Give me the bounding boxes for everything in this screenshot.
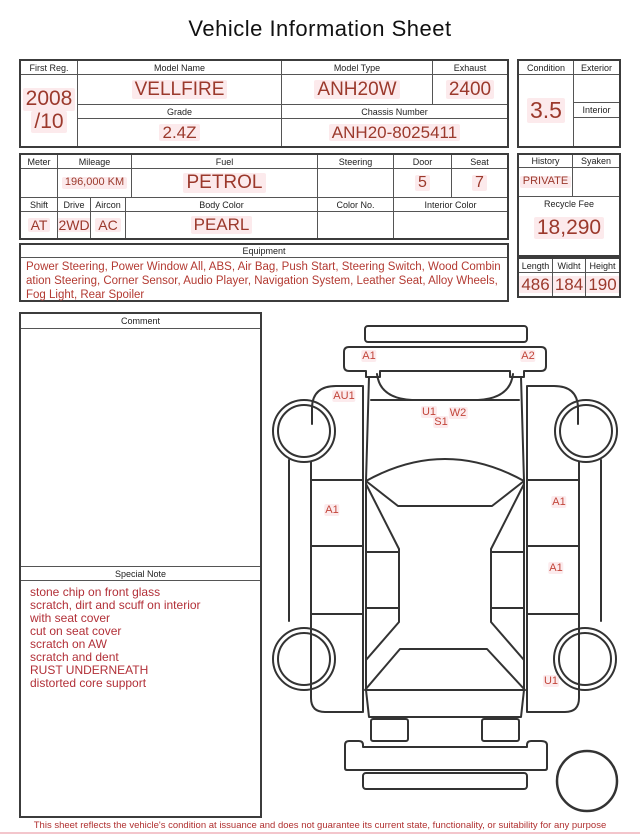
special-note-area: [21, 581, 260, 695]
interior-header: Interior: [574, 103, 619, 118]
first-reg-header: First Reg.: [21, 61, 78, 75]
comment-header: Comment: [21, 314, 260, 329]
fuel-value: PETROL: [132, 169, 318, 197]
table-specs: [19, 153, 509, 240]
shift-header: Shift: [21, 198, 58, 212]
color-no-value: [318, 212, 394, 238]
special-note-line: scratch on AW: [30, 637, 107, 651]
color-no-header: Color No.: [318, 198, 394, 212]
special-note-line: cut on seat cover: [30, 624, 122, 638]
steering-value: [318, 169, 394, 197]
grade-value: 2.4Z: [78, 119, 282, 146]
damage-label-right-rear-door: A1: [549, 561, 563, 574]
damage-label-hood-s1: S1: [434, 415, 448, 428]
table-dimensions: [517, 257, 621, 298]
door-value: 5: [394, 169, 452, 197]
length-value: 486: [519, 273, 553, 296]
model-name-value: VELLFIRE: [78, 75, 282, 105]
special-note-line: scratch, dirt and scuff on interior: [30, 598, 201, 612]
history-header: History: [519, 155, 573, 168]
aircon-header: Aircon: [91, 198, 126, 212]
car-damage-diagram: [268, 312, 636, 814]
table-registration: [19, 59, 509, 148]
condition-value: 3.5: [519, 75, 574, 146]
first-reg-year: 2008: [23, 88, 76, 110]
body-color-value: PEARL: [126, 212, 318, 238]
recycle-fee-value: 18,290: [534, 217, 604, 239]
widht-value: 184: [553, 273, 586, 296]
damage-label-left-front-fender: AU1: [333, 389, 355, 402]
equipment-list: Power Steering, Power Window All, ABS, Air Bag, Push Start, Steering Switch, Wood Combination Steering, Corner Sensor, Audio Player, Navigation System, Leather Seat, Alloy Wheels, Fog Light, Rear Spoiler: [26, 261, 501, 302]
equipment-header: Equipment: [21, 245, 507, 258]
model-type-value: ANH20W: [282, 75, 433, 105]
page-title: Vehicle Information Sheet: [188, 16, 452, 41]
special-note-line: distorted core support: [30, 676, 147, 690]
special-note-line: scratch and dent: [30, 650, 119, 664]
aircon-value: AC: [91, 212, 126, 238]
recycle-fee-header: Recycle Fee: [543, 199, 595, 209]
special-note-header: Special Note: [21, 566, 260, 581]
interior-color-header: Interior Color: [394, 198, 507, 212]
damage-label-front-bumper-left: A1: [362, 349, 376, 362]
model-name-header: Model Name: [78, 61, 282, 75]
exhaust-header: Exhaust: [433, 61, 507, 75]
drive-header: Drive: [58, 198, 91, 212]
grade-header: Grade: [78, 105, 282, 119]
special-note-line: stone chip on front glass: [30, 585, 161, 599]
interior-color-value: [394, 212, 507, 238]
rear-bumper: [345, 741, 547, 770]
damage-label-right-front-door: A1: [552, 495, 566, 508]
left-a-pillar: [377, 374, 412, 400]
damage-label-hood-w2: W2: [449, 406, 467, 419]
rear-right-wheel: [554, 628, 616, 690]
syaken-value: [573, 168, 619, 197]
mileage-header: Mileage: [58, 155, 132, 169]
history-value: PRIVATE: [519, 168, 573, 197]
recycle-fee-cell: [519, 197, 619, 255]
first-reg-month: /10: [31, 111, 66, 133]
rear-window: [365, 649, 525, 690]
comment-area: [21, 329, 260, 566]
damage-label-right-rear-quarter: U1: [543, 674, 559, 687]
widht-header: Widht: [553, 259, 586, 273]
special-note-line: RUST UNDERNEATH: [30, 663, 149, 677]
chassis-number-header: Chassis Number: [282, 105, 507, 119]
front-right-wheel: [555, 400, 617, 462]
windshield: [366, 459, 524, 506]
front-top-strip: [365, 326, 527, 342]
rear-bottom-strip: [363, 773, 527, 789]
right-a-pillar: [478, 374, 513, 400]
exhaust-value: 2400: [433, 75, 507, 105]
right-tail-light: [482, 719, 519, 741]
meter-value: [21, 169, 58, 197]
model-type-header: Model Type: [282, 61, 433, 75]
length-header: Length: [519, 259, 553, 273]
car-outline-drawing: [268, 312, 636, 814]
meter-header: Meter: [21, 155, 58, 169]
interior-value: [574, 118, 619, 146]
table-condition: [517, 59, 621, 148]
left-tail-light: [371, 719, 408, 741]
door-header: Door: [394, 155, 452, 169]
height-header: Height: [586, 259, 619, 273]
syaken-header: Syaken: [573, 155, 619, 168]
damage-label-front-bumper-right: A2: [521, 349, 535, 362]
fuel-header: Fuel: [132, 155, 318, 169]
exterior-value: [574, 75, 619, 103]
first-reg-value: [21, 75, 78, 146]
shift-value: AT: [21, 212, 58, 238]
sheet-bottom-edge: [0, 832, 640, 834]
comment-box: [19, 312, 262, 818]
exterior-header: Exterior: [574, 61, 619, 75]
drive-value: 2WD: [58, 212, 91, 238]
damage-label-hood-u1: U1: [421, 405, 437, 418]
table-history: [517, 153, 621, 257]
front-left-wheel: [273, 400, 335, 462]
rear-left-wheel: [273, 628, 335, 690]
chassis-number-value: ANH20-8025411: [282, 119, 507, 146]
equipment-box: [19, 243, 509, 302]
special-note-line: with seat cover: [30, 611, 111, 625]
body-color-header: Body Color: [126, 198, 318, 212]
height-value: 190: [586, 273, 619, 296]
seat-header: Seat: [452, 155, 507, 169]
spare-wheel: [557, 751, 617, 811]
steering-header: Steering: [318, 155, 394, 169]
damage-label-left-front-door: A1: [325, 503, 339, 516]
disclaimer-text: This sheet reflects the vehicle's condition at issuance and does not guarantee its current state, functionality, or suitability for any purpose: [33, 820, 607, 831]
condition-header: Condition: [519, 61, 574, 75]
seat-value: 7: [452, 169, 507, 197]
mileage-value: 196,000 KM: [58, 169, 132, 197]
